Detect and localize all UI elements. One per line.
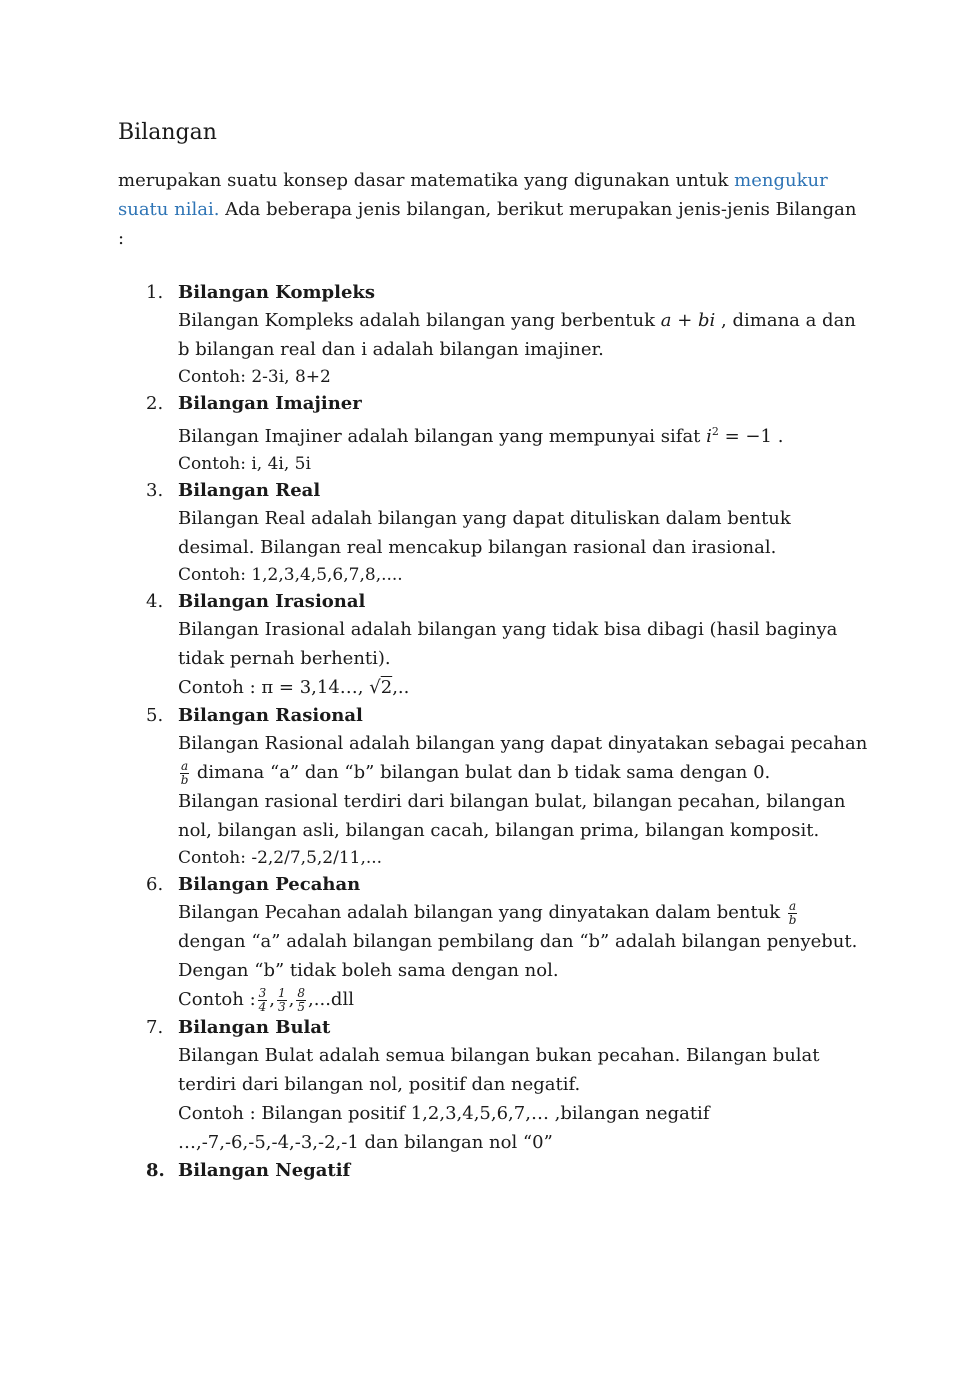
item-example: Contoh: 2-3i, 8+2 xyxy=(178,367,331,387)
item-number: 8. xyxy=(146,1160,165,1181)
intro-paragraph xyxy=(118,166,868,253)
desc-text: dengan “a” adalah bilangan pembilang dan “b” adalah bilangan penyebut. Dengan “b” tidak boleh sama dengan nol. xyxy=(178,931,858,981)
list-item-pecahan xyxy=(0,871,980,1014)
separator: , xyxy=(288,989,295,1010)
item-number: 2. xyxy=(146,393,164,414)
intro-link[interactable]: mengukur suatu nilai. xyxy=(118,170,828,220)
item-title: Bilangan Real xyxy=(178,480,321,501)
item-title: Bilangan Imajiner xyxy=(178,393,362,414)
fraction-denominator: 5 xyxy=(297,999,306,1014)
desc-text: Bilangan Imajiner adalah bilangan yang mempunyai sifat xyxy=(178,426,707,447)
desc-text: Bilangan Pecahan adalah bilangan yang dinyatakan dalam bentuk xyxy=(178,902,786,923)
item-example: Contoh : Bilangan positif 1,2,3,4,5,6,7,… ,bilangan negatif …,-7,-6,-5,-4,-3,-2,-1 dan bilangan nol “0” xyxy=(178,1103,710,1153)
fraction-numerator: 3 xyxy=(258,985,267,1000)
item-example: Contoh: -2,2/7,5,2/11,... xyxy=(178,848,383,868)
list-item-kompleks xyxy=(0,279,980,390)
desc-text: . xyxy=(771,426,784,447)
item-number: 7. xyxy=(146,1017,164,1038)
fraction-denominator: b xyxy=(180,772,189,787)
math-expression: a + bi xyxy=(660,310,716,331)
item-description: Bilangan Irasional adalah bilangan yang tidak bisa dibagi (hasil baginya tidak pernah berhenti). xyxy=(178,619,838,669)
fraction xyxy=(296,987,306,1014)
intro-text-post: Ada beberapa jenis bilangan, berikut merupakan jenis-jenis Bilangan : xyxy=(118,199,857,249)
fraction xyxy=(180,760,189,787)
example-text: Contoh : xyxy=(178,989,256,1010)
example-text: ,.. xyxy=(392,677,410,698)
item-description-cont xyxy=(178,758,868,787)
fraction xyxy=(258,987,268,1014)
desc-text: Bilangan Kompleks adalah bilangan yang berbentuk xyxy=(178,310,661,331)
math-base: i xyxy=(706,426,712,447)
fraction xyxy=(277,987,287,1014)
item-description: Bilangan Real adalah bilangan yang dapat dituliskan dalam bentuk desimal. Bilangan real mencakup bilangan rasional dan irasional. xyxy=(178,508,791,558)
fraction-denominator: b xyxy=(788,912,797,927)
item-example xyxy=(178,673,868,702)
item-example: Contoh: 1,2,3,4,5,6,7,8,.... xyxy=(178,565,403,585)
item-number: 5. xyxy=(146,705,164,726)
list-item-imajiner xyxy=(0,390,980,477)
example-text: Contoh : π = 3,14…, √ xyxy=(178,677,381,698)
item-number: 4. xyxy=(146,591,164,612)
item-title: Bilangan Pecahan xyxy=(178,874,361,895)
list-item-bulat xyxy=(0,1014,980,1157)
item-description xyxy=(178,417,868,451)
separator: , xyxy=(269,989,276,1010)
fraction-numerator: 1 xyxy=(278,985,286,1000)
list-item-negatif xyxy=(0,1157,980,1184)
item-description xyxy=(178,306,868,364)
item-description-2: Bilangan rasional terdiri dari bilangan bulat, bilangan pecahan, bilangan nol, bilangan asli, bilangan cacah, bilangan prima, bilangan komposit. xyxy=(178,791,846,841)
page-title: Bilangan xyxy=(118,120,217,145)
item-number: 1. xyxy=(146,282,164,303)
item-title: Bilangan Kompleks xyxy=(178,282,376,303)
fraction-numerator: a xyxy=(181,758,189,773)
list-item-irasional xyxy=(0,588,980,702)
fraction-denominator: 3 xyxy=(278,999,286,1014)
fraction-numerator: 8 xyxy=(297,985,306,1000)
item-title: Bilangan Irasional xyxy=(178,591,366,612)
item-example: Contoh: i, 4i, 5i xyxy=(178,454,311,474)
fraction-denominator: 4 xyxy=(258,999,267,1014)
item-title: Bilangan Bulat xyxy=(178,1017,331,1038)
example-text: ,...dll xyxy=(308,989,354,1010)
item-number: 6. xyxy=(146,874,164,895)
item-description: Bilangan Rasional adalah bilangan yang dapat dinyatakan sebagai pecahan xyxy=(178,733,868,754)
item-example xyxy=(178,985,868,1014)
list-item-rasional xyxy=(0,702,980,871)
fraction xyxy=(788,900,797,927)
item-title: Bilangan Negatif xyxy=(178,1160,351,1181)
item-description: Bilangan Bulat adalah semua bilangan bukan pecahan. Bilangan bulat terdiri dari bilangan nol, positif dan negatif. xyxy=(178,1045,820,1095)
math-expression: = −1 xyxy=(718,426,772,447)
list-item-real xyxy=(0,477,980,588)
desc-text: dimana “a” dan “b” bilangan bulat dan b tidak sama dengan 0. xyxy=(191,762,771,783)
item-title: Bilangan Rasional xyxy=(178,705,363,726)
fraction-numerator: a xyxy=(788,898,797,913)
math-superscript: 2 xyxy=(711,425,719,438)
sqrt-radicand: 2 xyxy=(380,677,393,698)
number-types-list xyxy=(0,279,980,1184)
intro-text-pre: merupakan suatu konsep dasar matematika yang digunakan untuk xyxy=(118,170,735,191)
desc-text: , dimana a dan b bilangan real dan i adalah bilangan imajiner. xyxy=(178,310,856,360)
item-description xyxy=(178,898,868,985)
item-number: 3. xyxy=(146,480,164,501)
